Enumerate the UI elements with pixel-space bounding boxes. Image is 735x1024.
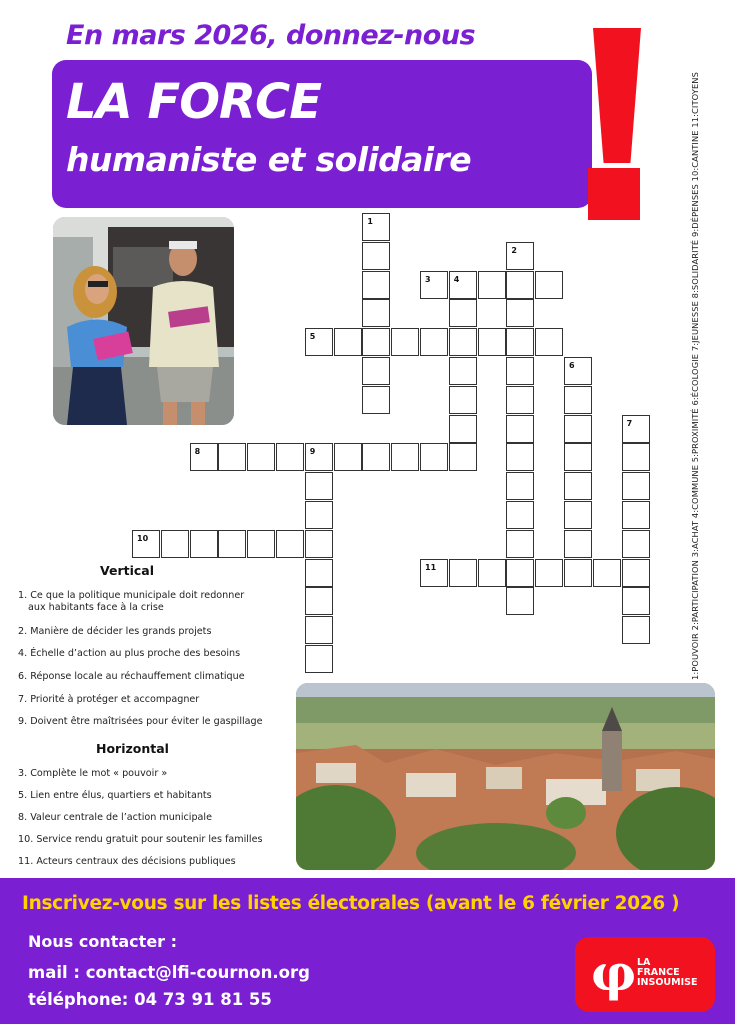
- crossword-cell[interactable]: [564, 415, 592, 443]
- crossword-cell[interactable]: [305, 530, 333, 558]
- crossword-cell[interactable]: [564, 501, 592, 529]
- crossword-cell[interactable]: [449, 328, 477, 356]
- crossword-cell[interactable]: [276, 443, 304, 471]
- crossword-number: 10: [137, 533, 149, 543]
- crossword-cell[interactable]: [506, 559, 534, 587]
- crossword-cell[interactable]: [506, 271, 534, 299]
- tagline: En mars 2026, donnez-nous: [66, 20, 476, 51]
- crossword-cell[interactable]: [334, 328, 362, 356]
- crossword-cell[interactable]: [622, 616, 650, 644]
- crossword-number: 9: [309, 447, 316, 457]
- crossword-cell[interactable]: [564, 472, 592, 500]
- exclamation-dot: [588, 168, 640, 220]
- crossword-cell[interactable]: [161, 530, 189, 558]
- crossword-cell[interactable]: [449, 559, 477, 587]
- crossword-cell[interactable]: [535, 271, 563, 299]
- crossword-cell[interactable]: [247, 443, 275, 471]
- registration-callout: Inscrivez-vous sur les listes électorales (avant le 6 février 2026 ): [22, 893, 680, 914]
- crossword-cell[interactable]: [218, 530, 246, 558]
- crossword-cell[interactable]: [449, 299, 477, 327]
- crossword-cell[interactable]: [391, 443, 419, 471]
- crossword-number: 5: [309, 332, 316, 342]
- crossword-cell[interactable]: [391, 328, 419, 356]
- crossword-cell[interactable]: [420, 328, 448, 356]
- crossword-cell[interactable]: [506, 443, 534, 471]
- horizontal-clue-8: 8. Valeur centrale de l’action municipale: [18, 812, 213, 823]
- crossword-cell[interactable]: [420, 443, 448, 471]
- crossword-cell[interactable]: [622, 530, 650, 558]
- crossword-cell[interactable]: [362, 242, 390, 270]
- crossword-cell[interactable]: [362, 443, 390, 471]
- crossword-cell[interactable]: [622, 501, 650, 529]
- contact-email[interactable]: mail : contact@lfi-cournon.org: [28, 963, 310, 982]
- crossword-cell[interactable]: [593, 559, 621, 587]
- crossword-cell[interactable]: [506, 530, 534, 558]
- crossword-cell[interactable]: [564, 559, 592, 587]
- crossword-cell[interactable]: [449, 415, 477, 443]
- crossword-cell[interactable]: [190, 530, 218, 558]
- crossword-number: 4: [453, 274, 460, 284]
- crossword-cell[interactable]: [535, 559, 563, 587]
- crossword-cell[interactable]: [478, 271, 506, 299]
- crossword-cell[interactable]: [305, 645, 333, 673]
- answers-sidebar: 1:POUVOIR 2:PARTICIPATION 3:ACHAT 4:COMMUNE 5:PROXIMITÉ 6:ÉCOLOGIE 7:JEUNESSE 8:SOLIDARITÉ 9:DÉPENSES 10:CANTINE 11:CITOYENS: [690, 72, 700, 680]
- crossword-cell[interactable]: [478, 328, 506, 356]
- crossword-cell[interactable]: [218, 443, 246, 471]
- crossword-cell[interactable]: [305, 616, 333, 644]
- crossword-cell[interactable]: [506, 357, 534, 385]
- crossword-number: 1: [367, 217, 373, 226]
- crossword-cell[interactable]: [564, 530, 592, 558]
- exclamation-mark: [593, 28, 641, 163]
- crossword-cell[interactable]: [506, 299, 534, 327]
- crossword-number: 8: [194, 447, 201, 457]
- crossword-number: 11: [425, 562, 437, 572]
- phi-icon: φ: [591, 943, 637, 1002]
- crossword-cell[interactable]: [506, 501, 534, 529]
- crossword-cell[interactable]: [362, 357, 390, 385]
- vertical-clue-4: 4. Échelle d’action au plus proche des besoins: [18, 648, 241, 659]
- vertical-clue-1: 1. Ce que la politique municipale doit redonner aux habitants face à la crise: [18, 590, 245, 613]
- crossword-cell[interactable]: [276, 530, 304, 558]
- vertical-clue-7: 7. Priorité à protéger et accompagner: [18, 694, 200, 705]
- title-line-1: LA FORCE: [66, 74, 322, 130]
- horizontal-heading: Horizontal: [96, 741, 169, 756]
- vertical-clue-2: 2. Manière de décider les grands projets: [18, 626, 212, 637]
- vertical-clue-9: 9. Doivent être maîtrisées pour éviter le gaspillage: [18, 716, 263, 727]
- crossword-cell[interactable]: [506, 472, 534, 500]
- crossword-cell[interactable]: [564, 443, 592, 471]
- crossword-cell[interactable]: [449, 443, 477, 471]
- crossword-cell[interactable]: [247, 530, 275, 558]
- crossword-cell[interactable]: [506, 587, 534, 615]
- crossword-cell[interactable]: [305, 501, 333, 529]
- crossword-cell[interactable]: [622, 559, 650, 587]
- campaign-photo: [53, 217, 234, 425]
- horizontal-clue-3: 3. Complète le mot « pouvoir »: [18, 768, 168, 779]
- crossword-number: 3: [425, 274, 431, 284]
- town-landscape-photo: [296, 683, 715, 870]
- crossword-number: 7: [626, 418, 633, 428]
- crossword-cell[interactable]: [506, 328, 534, 356]
- vertical-heading: Vertical: [100, 563, 155, 578]
- crossword-cell[interactable]: [362, 299, 390, 327]
- horizontal-clue-10: 10. Service rendu gratuit pour soutenir les familles: [18, 834, 263, 845]
- crossword-cell[interactable]: [305, 472, 333, 500]
- crossword-cell[interactable]: [449, 386, 477, 414]
- crossword-number: 6: [569, 361, 575, 370]
- title-line-2: humaniste et solidaire: [66, 140, 471, 179]
- crossword-cell[interactable]: [449, 357, 477, 385]
- crossword-cell[interactable]: [622, 443, 650, 471]
- crossword-cell[interactable]: [305, 559, 333, 587]
- vertical-clue-6: 6. Réponse locale au réchauffement climatique: [18, 671, 245, 682]
- contact-phone[interactable]: téléphone: 04 73 91 81 55: [28, 990, 272, 1009]
- crossword-number: 2: [511, 245, 517, 255]
- crossword-cell[interactable]: [622, 587, 650, 615]
- crossword-cell[interactable]: [535, 328, 563, 356]
- horizontal-clue-11: 11. Acteurs centraux des décisions publiques: [18, 856, 236, 867]
- crossword-cell[interactable]: [305, 587, 333, 615]
- horizontal-clue-5: 5. Lien entre élus, quartiers et habitants: [18, 790, 212, 801]
- crossword-cell[interactable]: [362, 271, 390, 299]
- contact-heading: Nous contacter :: [28, 932, 178, 951]
- crossword-cell[interactable]: [334, 443, 362, 471]
- crossword-cell[interactable]: [362, 328, 390, 356]
- crossword-cell[interactable]: [478, 559, 506, 587]
- logo-text: LA FRANCE INSOUMISE: [637, 957, 698, 988]
- crossword-cell[interactable]: [362, 386, 390, 414]
- crossword-cell[interactable]: [564, 386, 592, 414]
- crossword-cell[interactable]: [506, 415, 534, 443]
- crossword-cell[interactable]: [506, 386, 534, 414]
- crossword-cell[interactable]: [622, 472, 650, 500]
- lfi-logo: [575, 937, 715, 1012]
